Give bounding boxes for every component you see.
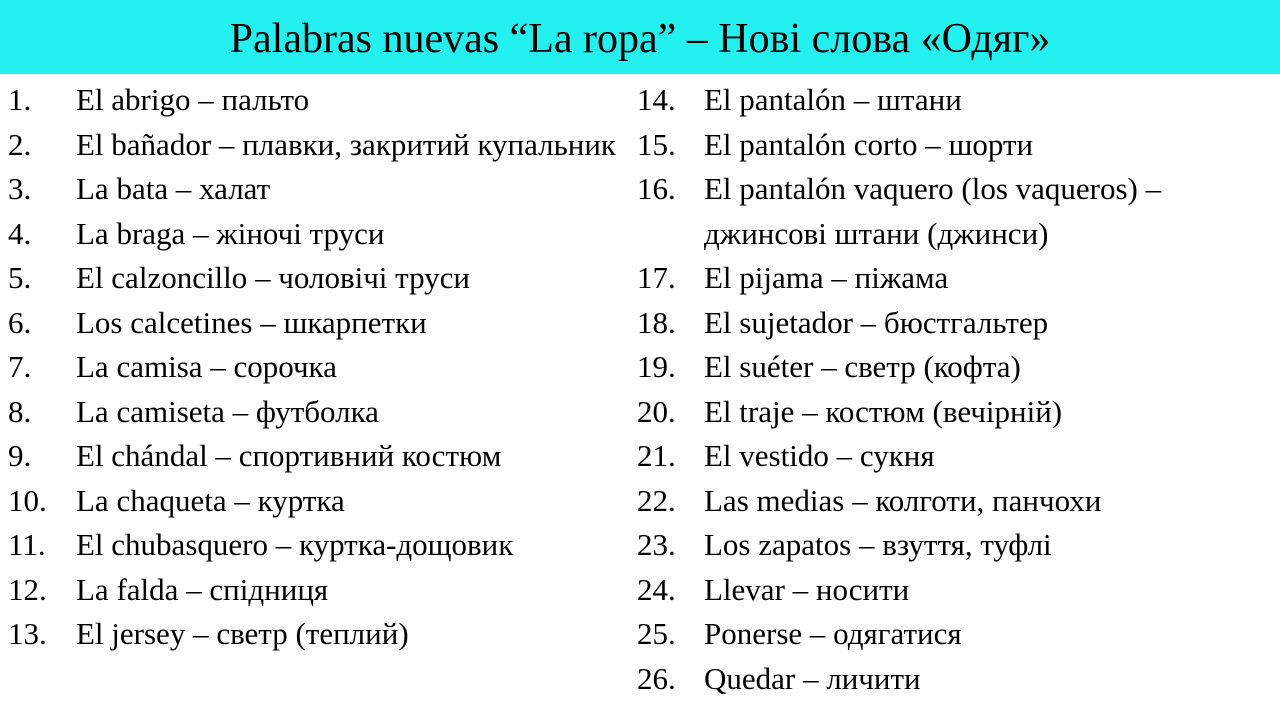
item-number: 19.: [637, 349, 676, 384]
item-text: El bañador – плавки, закритий купальник: [76, 126, 616, 162]
item-text: Los calcetines – шкарпетки: [76, 304, 427, 340]
list-item: [637, 390, 1272, 435]
item-number: 8.: [8, 393, 32, 429]
item-number: 21.: [637, 438, 676, 473]
item-number: 10.: [8, 482, 47, 518]
list-item: [637, 256, 1272, 301]
list-item: [637, 301, 1272, 346]
item-number: 22.: [637, 482, 676, 518]
item-text: El calzoncillo – чоловічі труси: [76, 260, 471, 295]
item-number: 7.: [8, 349, 32, 384]
list-item: [8, 78, 618, 123]
item-number: 5.: [8, 260, 32, 295]
item-text: El pantalón corto – шорти: [704, 126, 1034, 162]
list-item: [637, 523, 1272, 568]
item-number: 12.: [8, 571, 47, 607]
list-item: [637, 123, 1272, 168]
item-number: 13.: [8, 616, 47, 651]
item-number: 23.: [637, 527, 676, 562]
item-number: 16.: [637, 171, 676, 206]
item-text: El pantalón – штани: [704, 82, 962, 117]
item-number: 18.: [637, 304, 676, 340]
item-number: 24.: [637, 571, 676, 607]
list-item: [637, 657, 1272, 702]
item-text: La bata – халат: [76, 171, 271, 206]
list-item: [8, 167, 618, 212]
list-item: [8, 390, 618, 435]
item-text: El sujetador – бюстгальтер: [704, 304, 1049, 340]
item-number: 4.: [8, 215, 32, 251]
item-number: 20.: [637, 393, 676, 429]
title-banner: [0, 0, 1280, 74]
item-number: 3.: [8, 171, 32, 206]
item-text: El jersey – светр (теплий): [76, 616, 409, 651]
item-text: El chubasquero – куртка-дощовик: [76, 527, 514, 562]
list-item: [8, 212, 618, 257]
item-number: 6.: [8, 304, 32, 340]
item-text: Quedar – личити: [704, 660, 921, 696]
item-number: 17.: [637, 260, 676, 295]
item-number: 9.: [8, 438, 32, 473]
list-item: [8, 612, 618, 657]
item-number: 15.: [637, 126, 676, 162]
item-text: La falda – спідниця: [76, 571, 329, 607]
list-item: [8, 256, 618, 301]
list-item: [8, 523, 618, 568]
page-title: Palabras nuevas “La ropa” – Нові слова «Одяг»: [229, 16, 1051, 62]
list-item: [8, 345, 618, 390]
list-item: [637, 345, 1272, 390]
item-text: El vestido – сукня: [704, 438, 935, 473]
item-text: La camisa – сорочка: [76, 349, 337, 384]
item-number: 11.: [8, 527, 46, 562]
list-item: [8, 123, 618, 168]
item-text: El chándal – спортивний костюм: [76, 438, 502, 473]
item-text: El suéter – светр (кофта): [704, 349, 1021, 384]
list-item: [637, 167, 1272, 256]
item-text: Los zapatos – взуття, туфлі: [704, 527, 1052, 562]
item-text: La braga – жіночі труси: [76, 215, 385, 251]
item-text: Ponerse – одягатися: [704, 616, 962, 651]
list-item: [8, 434, 618, 479]
item-number: 2.: [8, 126, 32, 162]
list-item: [8, 568, 618, 613]
list-item: [637, 479, 1272, 524]
item-text: El traje – костюм (вечірній): [704, 393, 1063, 429]
item-text: El pantalón vaquero (los vaqueros) – джинсові штани (джинси): [704, 171, 1162, 251]
list-item: [637, 568, 1272, 613]
item-text: El abrigo – пальто: [76, 82, 310, 117]
item-text: Llevar – носити: [704, 571, 910, 607]
item-number: 26.: [637, 660, 676, 696]
item-text: Las medias – колготи, панчохи: [704, 482, 1102, 518]
list-item: [637, 612, 1272, 657]
item-text: La camiseta – футболка: [76, 393, 379, 429]
list-item: [637, 78, 1272, 123]
list-item: [8, 301, 618, 346]
item-text: El pijama – піжама: [704, 260, 949, 295]
item-number: 14.: [637, 82, 676, 117]
item-text: La chaqueta – куртка: [76, 482, 345, 518]
item-number: 25.: [637, 616, 676, 651]
vocab-list-right: [637, 78, 1272, 701]
item-number: 1.: [8, 82, 32, 117]
vocab-list-left: [8, 78, 618, 657]
list-item: [637, 434, 1272, 479]
list-item: [8, 479, 618, 524]
